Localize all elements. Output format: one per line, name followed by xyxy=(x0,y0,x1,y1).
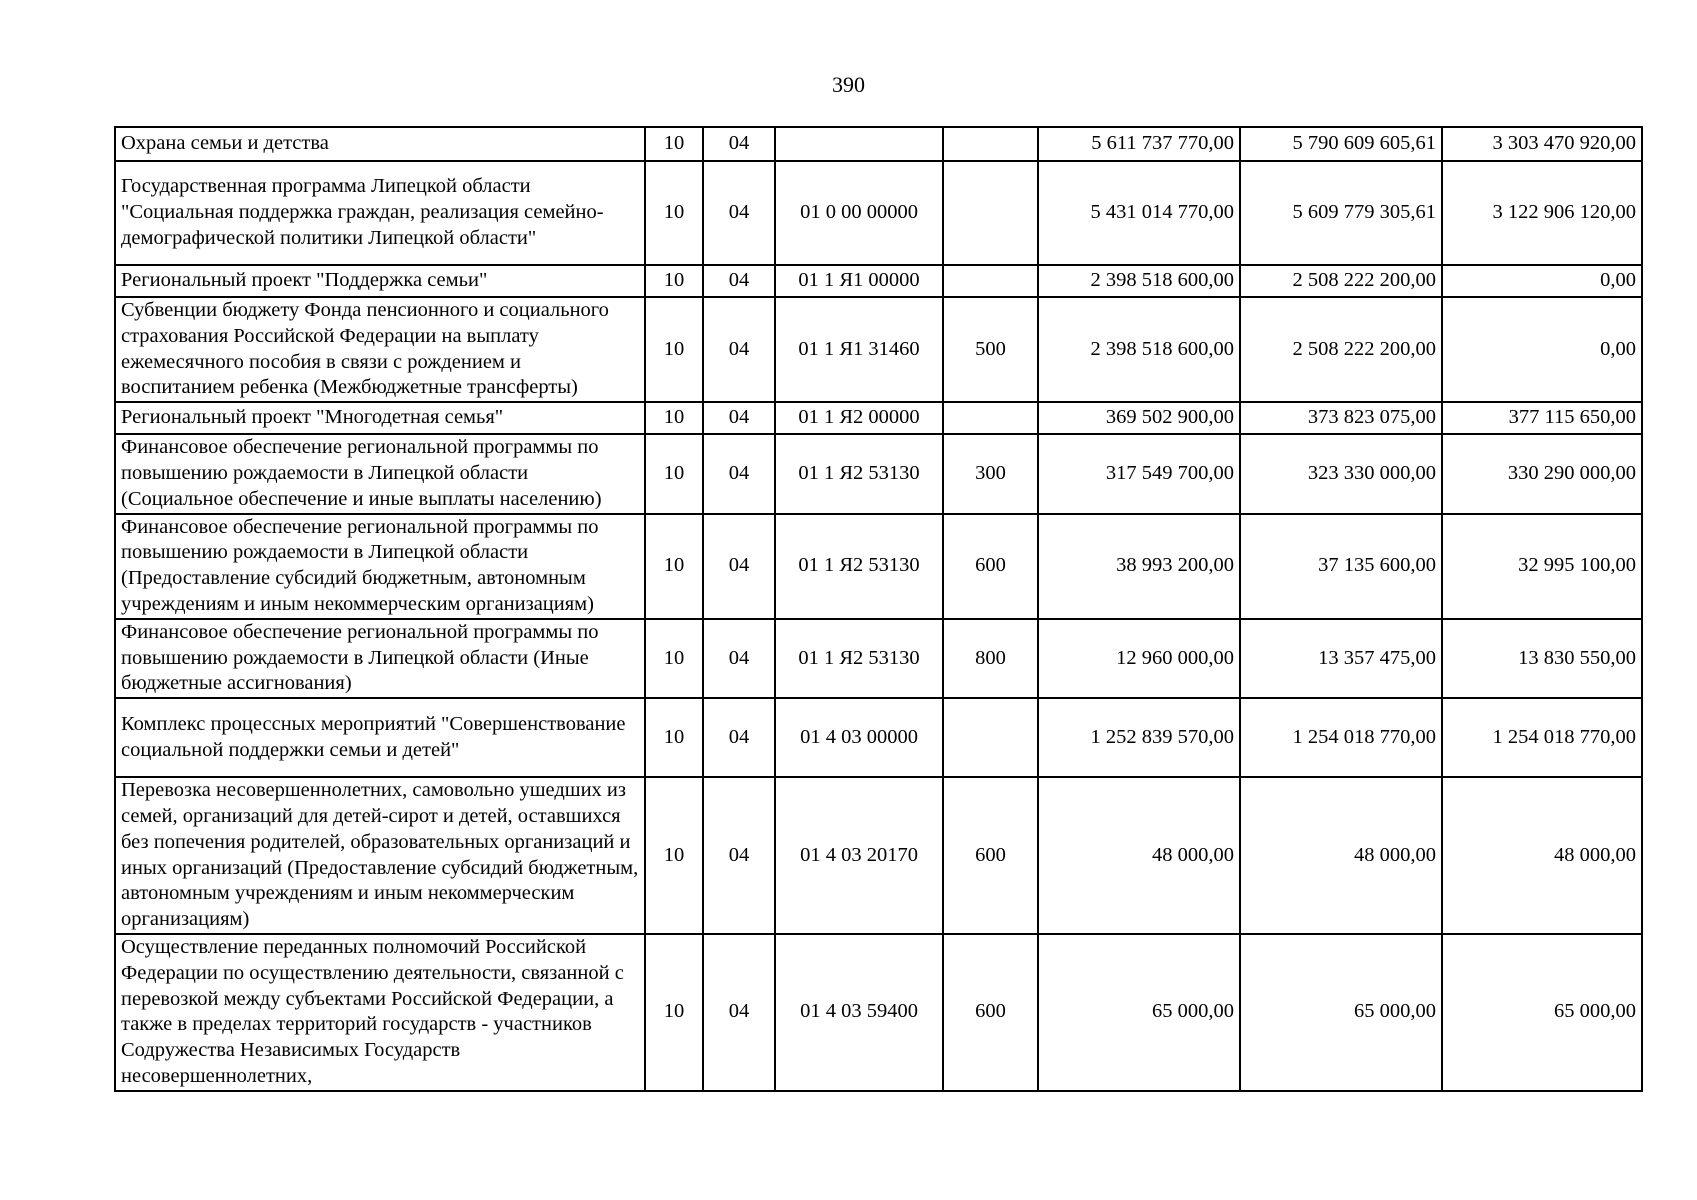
row-expense-type: 300 xyxy=(943,434,1038,513)
row-target: 01 4 03 59400 xyxy=(775,934,943,1091)
row-section: 10 xyxy=(645,619,703,698)
table-row xyxy=(115,619,1642,698)
row-amount-2: 65 000,00 xyxy=(1240,934,1442,1091)
row-amount-2: 48 000,00 xyxy=(1240,777,1442,934)
row-section: 10 xyxy=(645,161,703,265)
row-target: 01 0 00 00000 xyxy=(775,161,943,265)
row-amount-1: 1 252 839 570,00 xyxy=(1038,698,1240,777)
row-subsection: 04 xyxy=(703,297,775,402)
row-expense-type xyxy=(943,402,1038,434)
row-expense-type xyxy=(943,127,1038,161)
row-amount-1: 5 431 014 770,00 xyxy=(1038,161,1240,265)
row-target: 01 1 Я1 00000 xyxy=(775,265,943,297)
row-expense-type xyxy=(943,161,1038,265)
table-row xyxy=(115,777,1642,934)
row-expense-type: 600 xyxy=(943,777,1038,934)
row-amount-1: 317 549 700,00 xyxy=(1038,434,1240,513)
row-expense-type xyxy=(943,698,1038,777)
row-expense-type: 800 xyxy=(943,619,1038,698)
row-name: Региональный проект "Поддержка семьи" xyxy=(115,265,645,297)
table-row xyxy=(115,434,1642,513)
row-amount-3: 1 254 018 770,00 xyxy=(1442,698,1642,777)
row-subsection: 04 xyxy=(703,514,775,619)
row-target: 01 1 Я2 53130 xyxy=(775,619,943,698)
table-row xyxy=(115,514,1642,619)
row-name: Осуществление переданных полномочий Российской Федерации по осуществлению деятельности, связанной с перевозкой между субъектами Российской Федерации, а также в пределах территорий государств - участников Содружества Независимых Государств несовершеннолетних, xyxy=(115,934,645,1091)
row-subsection: 04 xyxy=(703,265,775,297)
row-amount-3: 65 000,00 xyxy=(1442,934,1642,1091)
row-section: 10 xyxy=(645,777,703,934)
table-row xyxy=(115,934,1642,1091)
row-name: Финансовое обеспечение региональной программы по повышению рождаемости в Липецкой области (Предоставление субсидий бюджетным, автономным учреждениям и иным некоммерческим организациям) xyxy=(115,514,645,619)
row-amount-2: 2 508 222 200,00 xyxy=(1240,297,1442,402)
row-subsection: 04 xyxy=(703,777,775,934)
row-amount-2: 13 357 475,00 xyxy=(1240,619,1442,698)
row-amount-3: 32 995 100,00 xyxy=(1442,514,1642,619)
row-section: 10 xyxy=(645,934,703,1091)
row-target: 01 1 Я2 00000 xyxy=(775,402,943,434)
row-amount-3: 13 830 550,00 xyxy=(1442,619,1642,698)
row-amount-3: 3 303 470 920,00 xyxy=(1442,127,1642,161)
row-amount-1: 48 000,00 xyxy=(1038,777,1240,934)
table-row xyxy=(115,127,1642,161)
row-amount-3: 0,00 xyxy=(1442,265,1642,297)
row-expense-type: 600 xyxy=(943,934,1038,1091)
table-row xyxy=(115,161,1642,265)
row-section: 10 xyxy=(645,297,703,402)
row-subsection: 04 xyxy=(703,434,775,513)
row-subsection: 04 xyxy=(703,127,775,161)
row-amount-1: 5 611 737 770,00 xyxy=(1038,127,1240,161)
row-name: Региональный проект "Многодетная семья" xyxy=(115,402,645,434)
row-target: 01 4 03 00000 xyxy=(775,698,943,777)
row-target: 01 1 Я2 53130 xyxy=(775,434,943,513)
row-name: Субвенции бюджету Фонда пенсионного и социального страхования Российской Федерации на выплату ежемесячного пособия в связи с рождением и воспитанием ребенка (Межбюджетные трансферты) xyxy=(115,297,645,402)
row-amount-3: 48 000,00 xyxy=(1442,777,1642,934)
row-target: 01 1 Я1 31460 xyxy=(775,297,943,402)
row-name: Перевозка несовершеннолетних, самовольно ушедших из семей, организаций для детей-сирот и детей, оставшихся без попечения родителей, образовательных организаций и иных организаций (Предоставление субсидий бюджетным, автономным учреждениям и иным некоммерческим организациям) xyxy=(115,777,645,934)
row-section: 10 xyxy=(645,514,703,619)
row-amount-2: 373 823 075,00 xyxy=(1240,402,1442,434)
row-expense-type xyxy=(943,265,1038,297)
row-amount-3: 377 115 650,00 xyxy=(1442,402,1642,434)
row-amount-2: 5 609 779 305,61 xyxy=(1240,161,1442,265)
row-name: Финансовое обеспечение региональной программы по повышению рождаемости в Липецкой области (Социальное обеспечение и иные выплаты населению) xyxy=(115,434,645,513)
row-subsection: 04 xyxy=(703,934,775,1091)
table-row xyxy=(115,698,1642,777)
row-name: Финансовое обеспечение региональной программы по повышению рождаемости в Липецкой области (Иные бюджетные ассигнования) xyxy=(115,619,645,698)
table-row xyxy=(115,297,1642,402)
row-section: 10 xyxy=(645,698,703,777)
row-name: Комплекс процессных мероприятий "Совершенствование социальной поддержки семьи и детей" xyxy=(115,698,645,777)
row-section: 10 xyxy=(645,265,703,297)
budget-table xyxy=(114,126,1643,1092)
row-target: 01 1 Я2 53130 xyxy=(775,514,943,619)
row-amount-3: 0,00 xyxy=(1442,297,1642,402)
row-amount-1: 369 502 900,00 xyxy=(1038,402,1240,434)
row-amount-2: 37 135 600,00 xyxy=(1240,514,1442,619)
row-subsection: 04 xyxy=(703,698,775,777)
row-target: 01 4 03 20170 xyxy=(775,777,943,934)
page-number: 390 xyxy=(832,72,865,97)
row-expense-type: 500 xyxy=(943,297,1038,402)
row-name: Государственная программа Липецкой области "Социальная поддержка граждан, реализация семейно-демографической политики Липецкой области" xyxy=(115,161,645,265)
row-amount-1: 12 960 000,00 xyxy=(1038,619,1240,698)
row-amount-2: 5 790 609 605,61 xyxy=(1240,127,1442,161)
row-section: 10 xyxy=(645,127,703,161)
row-amount-1: 65 000,00 xyxy=(1038,934,1240,1091)
row-name: Охрана семьи и детства xyxy=(115,127,645,161)
table-row xyxy=(115,265,1642,297)
row-target xyxy=(775,127,943,161)
row-amount-3: 330 290 000,00 xyxy=(1442,434,1642,513)
row-subsection: 04 xyxy=(703,402,775,434)
row-expense-type: 600 xyxy=(943,514,1038,619)
table-row xyxy=(115,402,1642,434)
row-subsection: 04 xyxy=(703,161,775,265)
row-amount-2: 2 508 222 200,00 xyxy=(1240,265,1442,297)
row-section: 10 xyxy=(645,402,703,434)
row-amount-1: 2 398 518 600,00 xyxy=(1038,265,1240,297)
row-amount-3: 3 122 906 120,00 xyxy=(1442,161,1642,265)
row-amount-1: 2 398 518 600,00 xyxy=(1038,297,1240,402)
row-subsection: 04 xyxy=(703,619,775,698)
row-amount-2: 1 254 018 770,00 xyxy=(1240,698,1442,777)
row-amount-2: 323 330 000,00 xyxy=(1240,434,1442,513)
row-amount-1: 38 993 200,00 xyxy=(1038,514,1240,619)
row-section: 10 xyxy=(645,434,703,513)
